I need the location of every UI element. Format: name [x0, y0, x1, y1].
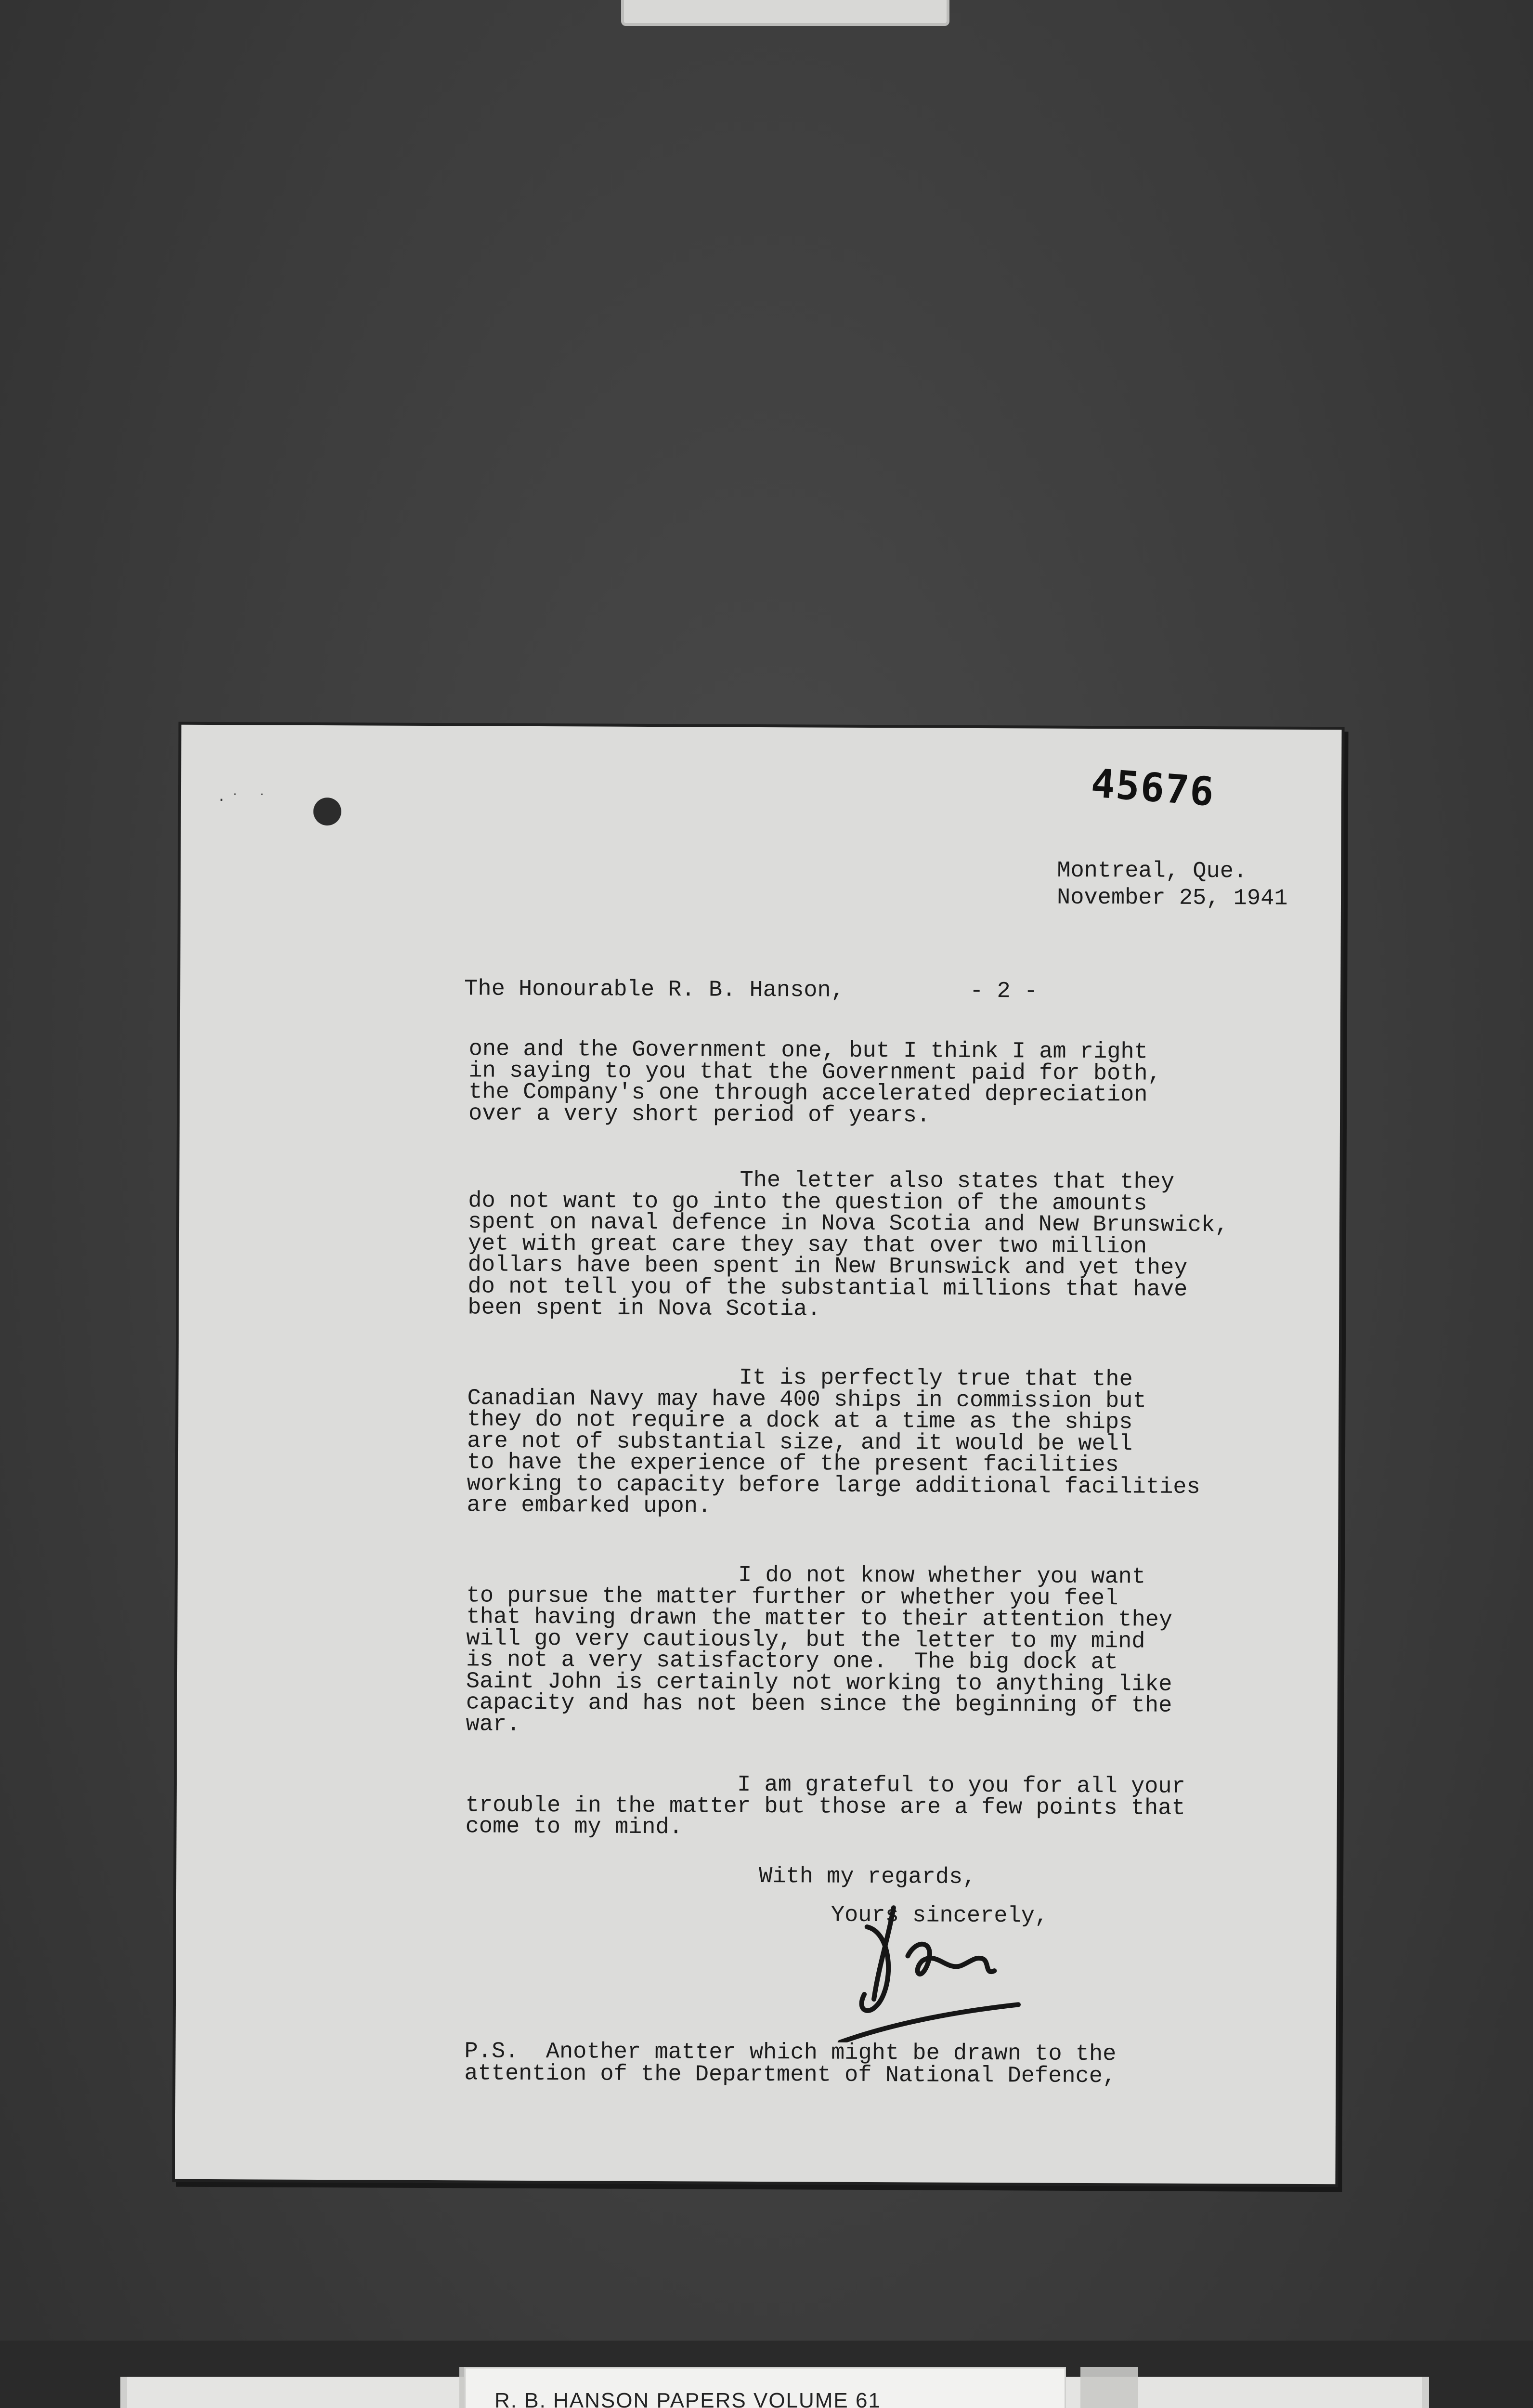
letter-page [175, 725, 1341, 2184]
volume-label-text: R. B. HANSON PAPERS VOLUME 61 [494, 2389, 881, 2408]
paragraph-1: one and the Government one, but I think I am right in saying to you that the Government paid for both, the Company's one through accelerated depreciation over a very short period of years. [468, 1036, 1162, 1129]
tape-strip [1080, 2367, 1138, 2408]
handwritten-signature [821, 1898, 1024, 2043]
top-clip [621, 0, 949, 26]
paragraph-3: It is perfectly true that the Canadian Navy may have 400 ships in commission but they do not require a dock at a time as the ships are not of substantial size, and it would be well to have the experience of the present facilities working to capacity before large additional facilities are embarked upon. [467, 1364, 1200, 1519]
paragraph-4: I do not know whether you want to pursue the matter further or whether you feel that having drawn the matter to their attention they will go very cautiously, but the letter to my mind is not a very satisfactory one. The big dock at Saint John is certainly not working to anything like capacity and has not been since the beginning of the war. [466, 1561, 1173, 1738]
paragraph-5: I am grateful to you for all your trouble in the matter but those are a few points that come to my mind. [465, 1771, 1185, 1841]
document-stamp-number: 45676 [1089, 760, 1217, 815]
paragraph-2: The letter also states that they do not want to go into the question of the amounts spent on naval defence in Nova Scotia and New Brunswick, yet with great care they say that over two million dollars have been spent in New Brunswick and yet they do not tell you of the substantial millions that have been spent in Nova Scotia. [468, 1166, 1229, 1322]
volume-label [464, 2367, 1066, 2408]
closing-regards: With my regards, [759, 1864, 976, 1890]
postscript: P.S. Another matter which might be drawn to the attention of the Department of National Defence, [464, 2039, 1117, 2090]
page-marker: - 2 - [970, 978, 1038, 1005]
archive-label-board [120, 2377, 1429, 2408]
closing-sincerely: Yours sincerely, [831, 1902, 1049, 1929]
stray-mark: ·˙ ˙ [217, 792, 272, 809]
punch-hole [313, 798, 341, 825]
dateline: Montreal, Que. November 25, 1941 [1056, 858, 1288, 912]
salutation: The Honourable R. B. Hanson, [464, 976, 845, 1004]
